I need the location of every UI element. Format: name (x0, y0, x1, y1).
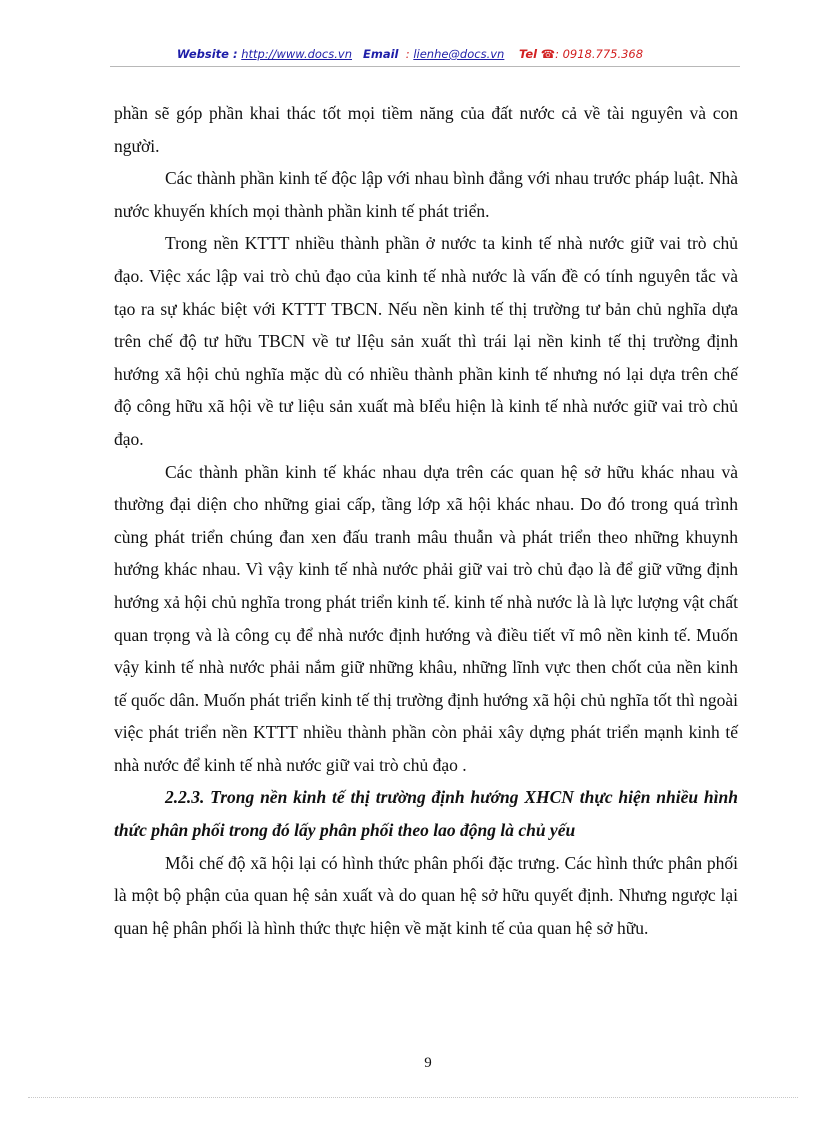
page-header (80, 47, 740, 61)
email-label: Email (362, 47, 399, 61)
tel-value: : 0918.775.368 (555, 47, 644, 61)
paragraph: Trong nền KTTT nhiều thành phần ở nước ta kinh tế nhà nước giữ vai trò chủ đạo. Việc xác lập vai trò chủ đạo của kinh tế nhà nước là vấn đề có tính nguyên tắc và tạo ra sự khác biệt với KTTT TBCN. Nếu nền kinh tế thị trường tư bản chủ nghĩa dựa trên chế độ tư hữu TBCN về tư lIệu sản xuất thì trái lại nền kinh tế thị trường định hướng xã hội chủ nghĩa mặc dù có nhiều thành phần kinh tế nhưng nó lại dựa trên chế độ công hữu xã hội về tư liệu sản xuất mà bIểu hiện là kinh tế nhà nước giữ vai trò chủ đạo. (114, 233, 738, 449)
email-separator: : (405, 47, 410, 61)
paragraph: Các thành phần kinh tế khác nhau dựa trên các quan hệ sở hữu khác nhau và thường đại diện cho những giai cấp, tầng lớp xã hội khác nhau. Do đó trong quá trình cùng phát triển chúng đan xen đấu tranh mâu thuẫn và phát triển theo những khuynh hướng khác nhau. Vì vậy kinh tế nhà nước phải giữ vai trò chủ đạo là để giữ vững định hướng xả hội chủ nghĩa trong phát triển kinh tế. kinh tế nhà nước là là lực lượng vật chất quan trọng và là công cụ để nhà nước định hướng và điều tiết vĩ mô nền kinh tế. Muốn vậy kinh tế nhà nước phải nắm giữ những khâu, những lĩnh vực then chốt của nền kinh tế quốc dân. Muốn phát triển kinh tế thị trường định hướng xã hội chủ nghĩa tốt thì ngoài việc phát triển nền KTTT nhiều thành phần còn phải xây dựng phát triển mạnh kinh tế nhà nước để kinh tế nhà nước giữ vai trò chủ đạo . (114, 461, 738, 775)
page-bottom-divider (28, 1097, 798, 1098)
website-label: Website : (176, 47, 238, 61)
page-number: 9 (424, 1055, 432, 1071)
paragraph-continuation: phần sẽ góp phần khai thác tốt mọi tiềm năng của đất nước cả về tài nguyên và con người. (114, 103, 738, 156)
paragraph: Mỗi chế độ xã hội lại có hình thức phân phối đặc trưng. Các hình thức phân phối là một bộ phận của quan hệ sản xuất và do quan hệ sở hữu quyết định. Nhưng ngược lại quan hệ phân phối là hình thức thực hiện về mặt kinh tế của quan hệ sở hữu. (114, 852, 738, 938)
email-link[interactable]: lienhe@docs.vn (413, 47, 505, 61)
paragraph: Các thành phần kinh tế độc lập với nhau bình đẳng với nhau trước pháp luật. Nhà nước khuyến khích mọi thành phần kinh tế phát triển. (114, 168, 738, 221)
tel-label: Tel (518, 47, 538, 61)
document-body (114, 97, 738, 944)
website-link[interactable]: http://www.docs.vn (241, 47, 353, 61)
phone-icon: ☎ (540, 47, 556, 61)
header-divider (110, 66, 740, 67)
section-heading: 2.2.3. Trong nền kinh tế thị trường định hướng XHCN thực hiện nhiều hình thức phân phối trong đó lấy phân phối theo lao động là chủ yếu (114, 787, 738, 841)
